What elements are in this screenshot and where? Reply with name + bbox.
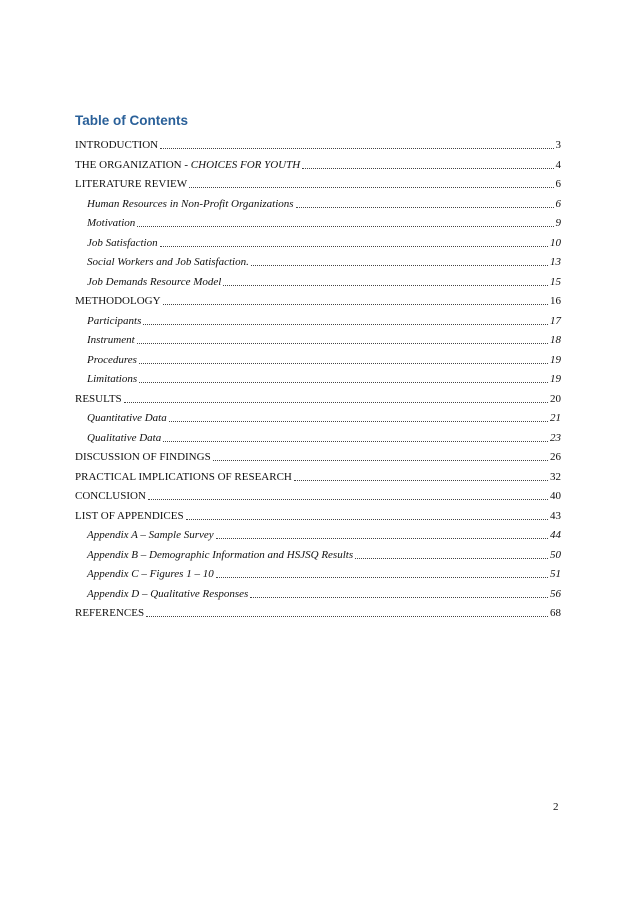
toc-entry-label: Participants — [87, 314, 142, 327]
toc-entry-label: Appendix C – Figures 1 – 10 — [87, 568, 214, 580]
dot-leader — [137, 226, 553, 227]
toc-entry-page: 16 — [550, 295, 561, 307]
dot-leader — [163, 441, 548, 442]
toc-entry-discussion[interactable] — [75, 450, 561, 464]
dot-leader — [169, 421, 548, 422]
toc-entry-list-of-appendices[interactable] — [75, 509, 561, 523]
toc-entry-page: 21 — [550, 412, 561, 424]
toc-entry-label: Motivation — [87, 217, 136, 229]
toc-entry-page: 6 — [555, 178, 561, 190]
toc-entry-page: 23 — [550, 431, 561, 444]
toc-entry-label-italic: CHOICES FOR YOUTH — [190, 158, 301, 171]
dot-leader — [139, 363, 548, 364]
dot-leader — [163, 304, 548, 305]
toc-entry-practical-implications[interactable] — [75, 470, 561, 484]
toc-entry-appendix-b[interactable] — [87, 548, 561, 562]
toc-entry-qualitative-data[interactable] — [87, 431, 561, 445]
toc-entry-page: 20 — [550, 392, 561, 405]
toc-entry-appendix-d[interactable] — [87, 587, 561, 601]
toc-entry-label: Job Demands Resource Model — [87, 275, 222, 288]
toc-entry-procedures[interactable] — [87, 353, 561, 367]
toc-entry-page: 9 — [555, 217, 561, 229]
dot-leader — [251, 265, 548, 266]
dot-leader — [143, 324, 548, 325]
dot-leader — [302, 168, 553, 169]
dot-leader — [160, 246, 548, 247]
toc-entry-page: 13 — [550, 256, 561, 268]
toc-entry-page: 15 — [550, 275, 561, 288]
dot-leader — [148, 499, 548, 500]
dot-leader — [146, 616, 548, 617]
toc-entry-page: 68 — [550, 607, 561, 619]
toc-entry-methodology[interactable] — [75, 294, 561, 308]
toc-entry-label: Appendix A – Sample Survey — [87, 529, 214, 541]
dot-leader — [160, 148, 553, 149]
toc-entry-label: METHODOLOGY — [75, 295, 161, 307]
toc-entry-label: LITERATURE REVIEW — [75, 178, 188, 190]
toc-entry-conclusion[interactable] — [75, 489, 561, 503]
toc-entry-appendix-a[interactable] — [87, 528, 561, 542]
toc-entry-social-workers[interactable] — [87, 255, 561, 269]
dot-leader — [294, 480, 548, 481]
dot-leader — [213, 460, 548, 461]
toc-entry-page: 19 — [550, 353, 561, 366]
toc-entry-label: Qualitative Data — [87, 431, 162, 444]
toc-entry-page: 3 — [555, 139, 561, 151]
toc-entry-introduction[interactable] — [75, 138, 561, 152]
toc-entry-quantitative-data[interactable] — [87, 411, 561, 425]
page-number: 2 — [553, 801, 559, 813]
toc-entry-page: 19 — [550, 373, 561, 385]
toc-entry-label: Human Resources in Non-Profit Organizations — [87, 197, 294, 210]
toc-entry-references[interactable] — [75, 606, 561, 620]
dot-leader — [250, 597, 548, 598]
toc-entry-label: Appendix B – Demographic Information and HSJSQ Results — [87, 548, 354, 561]
dot-leader — [216, 538, 548, 539]
dot-leader — [124, 402, 548, 403]
toc-entry-page: 51 — [550, 568, 561, 580]
toc-entry-page: 32 — [550, 470, 561, 483]
toc-entry-label: Limitations — [87, 373, 138, 385]
toc-entry-page: 10 — [550, 236, 561, 249]
toc-entry-page: 6 — [555, 197, 561, 210]
dot-leader — [137, 343, 548, 344]
toc-entry-label: REFERENCES — [75, 607, 145, 619]
toc-entry-label: INTRODUCTION — [75, 139, 159, 151]
toc-entry-label: Job Satisfaction — [87, 236, 158, 249]
toc-entry-label: Instrument — [87, 334, 135, 346]
toc-entry-motivation[interactable] — [87, 216, 561, 230]
toc-entry-page: 56 — [550, 587, 561, 600]
dot-leader — [223, 285, 548, 286]
toc-entry-organization[interactable] — [75, 158, 561, 172]
toc-entry-label: Social Workers and Job Satisfaction. — [87, 256, 249, 268]
toc-entry-appendix-c[interactable] — [87, 567, 561, 581]
toc-entry-human-resources[interactable] — [87, 197, 561, 211]
toc-entry-page: 40 — [550, 490, 561, 502]
toc-entry-page: 18 — [550, 334, 561, 346]
toc-entry-label-prefix: THE ORGANIZATION - — [75, 158, 191, 171]
toc-entry-literature-review[interactable] — [75, 177, 561, 191]
dot-leader — [355, 558, 548, 559]
dot-leader — [139, 382, 548, 383]
toc-entry-limitations[interactable] — [87, 372, 561, 386]
toc-entry-job-satisfaction[interactable] — [87, 236, 561, 250]
toc-entry-label: Appendix D – Qualitative Responses — [87, 587, 249, 600]
dot-leader — [186, 519, 548, 520]
toc-entry-page: 43 — [550, 509, 561, 522]
toc-entry-page: 26 — [550, 451, 561, 463]
toc-entry-label — [75, 158, 300, 172]
toc-entry-label: Quantitative Data — [87, 412, 167, 424]
toc-entry-results[interactable] — [75, 392, 561, 406]
toc-entry-label: DISCUSSION OF FINDINGS — [75, 451, 211, 463]
toc-entry-page: 44 — [550, 529, 561, 541]
toc-entry-page: 17 — [550, 314, 561, 327]
toc-entry-instrument[interactable] — [87, 333, 561, 347]
toc-entry-page: 50 — [550, 548, 561, 561]
dot-leader — [216, 577, 548, 578]
dot-leader — [296, 207, 554, 208]
toc-entry-page: 4 — [555, 158, 561, 171]
toc-entry-label: Procedures — [87, 353, 137, 366]
toc-entry-label: LIST OF APPENDICES — [75, 509, 184, 522]
dot-leader — [189, 187, 553, 188]
toc-entry-label: CONCLUSION — [75, 490, 146, 502]
toc-entry-participants[interactable] — [87, 314, 561, 328]
toc-entry-job-demands[interactable] — [87, 275, 561, 289]
toc-title: Table of Contents — [75, 113, 188, 128]
toc-entry-label: PRACTICAL IMPLICATIONS OF RESEARCH — [75, 470, 292, 483]
toc-entry-label: RESULTS — [75, 392, 122, 405]
